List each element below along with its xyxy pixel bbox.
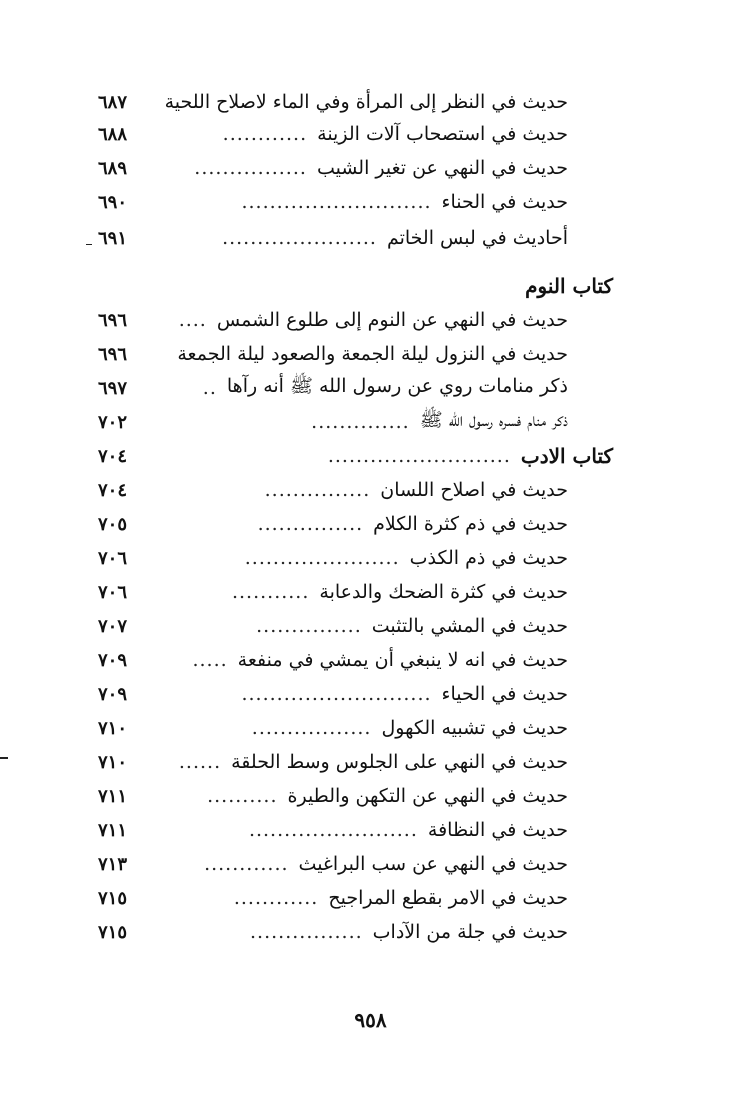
toc-entry [98,848,568,880]
page-number: ٩٥٨ [354,1008,387,1032]
toc-entry [98,152,568,184]
toc-entry-title: حديث في النهي عن التكهن والطيرة [287,785,568,807]
toc-entry [98,222,568,254]
toc-page-number: ٦٩٧ [98,377,128,399]
toc-page-number: ٦٨٧ [98,91,128,113]
toc-entry-title: حديث في الحناء [441,191,568,213]
toc-leader-dots: .... [178,309,207,331]
toc-entry [98,508,568,540]
toc-entry [98,678,568,710]
toc-leader-dots: ........... [231,581,310,603]
toc-entry [98,338,568,370]
toc-entry-title: ذكر منام فسره رسول الله ﷺ [419,409,568,431]
toc-leader-dots: ........................... [241,683,432,705]
toc-page-number: ٦٩١ [98,227,128,249]
toc-entry [98,576,568,608]
toc-entry-title: حديث في تشبيه الكهول [381,717,568,739]
toc-entry-title: حديث في استصحاب آلات الزينة [317,123,568,145]
toc-leader-dots: .. [202,377,217,399]
toc-entry [98,610,568,642]
toc-leader-dots: ............... [256,615,362,637]
toc-page-number: ٧١١ [98,785,128,807]
toc-entry [98,814,568,846]
toc-entry [98,186,568,218]
toc-entry [98,86,568,118]
toc-entry-title: أحاديث في لبس الخاتم [386,227,568,249]
toc-entry-title: حديث في النهي على الجلوس وسط الحلقة [231,751,568,773]
toc-entry [98,542,568,574]
toc-entry-title: حديث في كثرة الضحك والدعابة [319,581,568,603]
toc-entry-title: حديث في ذم الكذب [409,547,568,569]
toc-page-number: ٧٠٧ [98,615,128,637]
toc-leader-dots: ...................... [244,547,400,569]
toc-entry [98,746,568,778]
toc-page-number: ٧٠٦ [98,547,128,569]
toc-page-number: ٦٩٦ [98,343,128,365]
toc-entry [98,882,568,914]
toc-entry-title: حديث في النهي عن سب البراغيث [298,853,568,875]
toc-page-number: ٧١٠ [98,751,128,773]
toc-entry [98,474,568,506]
toc-entry-title: حديث في انه لا ينبغي أن يمشي في منفعة [237,649,568,671]
toc-leader-dots: ........................... [241,191,432,213]
toc-page-number: ٧٠٩ [98,649,128,671]
toc-entry [98,118,568,150]
toc-entry-title: حديث في النظر إلى المرأة وفي الماء لاصلاح اللحية [164,91,568,113]
toc-leader-dots: ...... [178,751,222,773]
toc-entry-title: كتاب النوم [525,274,613,298]
toc-entry [98,406,568,438]
toc-page-number: ٧٠٥ [98,513,128,535]
toc-page-number: ٧١٥ [98,887,128,909]
toc-leader-dots: .............. [311,411,410,433]
toc-page-number: ٧٠٤ [98,479,128,501]
toc-entry [98,304,568,336]
toc-leader-dots: ................ [194,157,307,179]
toc-entry-title: كتاب الادب [520,444,613,468]
toc-page-number: ٧١٠ [98,717,128,739]
toc-entry [98,780,568,812]
toc-entry [98,644,568,676]
toc-page-number: ٦٩٦ [98,309,128,331]
toc-entry [98,712,568,744]
toc-page-number: ٧٠٤ [98,445,128,467]
toc-leader-dots: ............ [233,887,319,909]
toc-section-heading [98,270,613,302]
toc-leader-dots: .......................... [327,445,511,467]
toc-leader-dots: ............... [257,513,364,535]
toc-leader-dots: ........................ [248,819,418,841]
toc-leader-dots: ............ [222,123,308,145]
toc-entry-title: ذكر منامات روي عن رسول الله ﷺ أنه رآها [226,375,568,397]
toc-page-number: ٧١١ [98,819,128,841]
toc-entry-title: حديث في المشي بالتثبت [371,615,568,637]
toc-entry-title: حديث في اصلاح اللسان [380,479,568,501]
toc-leader-dots: ............ [204,853,289,875]
toc-page-number: ٦٨٨ [98,123,128,145]
toc-section-heading [98,440,613,472]
toc-entry-title: حديث في النهي عن تغير الشيب [316,157,568,179]
toc-page-number: ٦٨٩ [98,157,128,179]
toc-leader-dots: .......... [207,785,278,807]
toc-page-number: ٧٠٦ [98,581,128,603]
toc-page-number: ٧٠٢ [98,411,128,433]
toc-page-number: ٧١٥ [98,921,128,943]
toc-entry-title: حديث في النظافة [427,819,568,841]
toc-entry [98,372,568,404]
toc-entry-title: حديث في ذم كثرة الكلام [373,513,568,535]
toc-page-number: ٧٠٩ [98,683,128,705]
toc-entry [98,916,568,948]
toc-leader-dots: ............... [264,479,371,501]
toc-entry-title: حديث في النهي عن النوم إلى طلوع الشمس [216,309,568,331]
toc-entry-title: حديث في النزول ليلة الجمعة والصعود ليلة الجمعة [177,343,568,365]
toc-page-number: ٧١٣ [98,853,128,875]
toc-leader-dots: ...................... [222,227,377,249]
toc-entry-title: حديث في الحياء [441,683,568,705]
toc-leader-dots: ................ [250,921,363,943]
toc-entry-title: حديث في جلة من الآداب [372,921,568,943]
toc-leader-dots: ..... [192,649,228,671]
toc-entry-title: حديث في الامر بقطع المراجيح [328,887,568,909]
toc-page-number: ٦٩٠ [98,191,128,213]
toc-leader-dots: ................. [251,717,372,739]
